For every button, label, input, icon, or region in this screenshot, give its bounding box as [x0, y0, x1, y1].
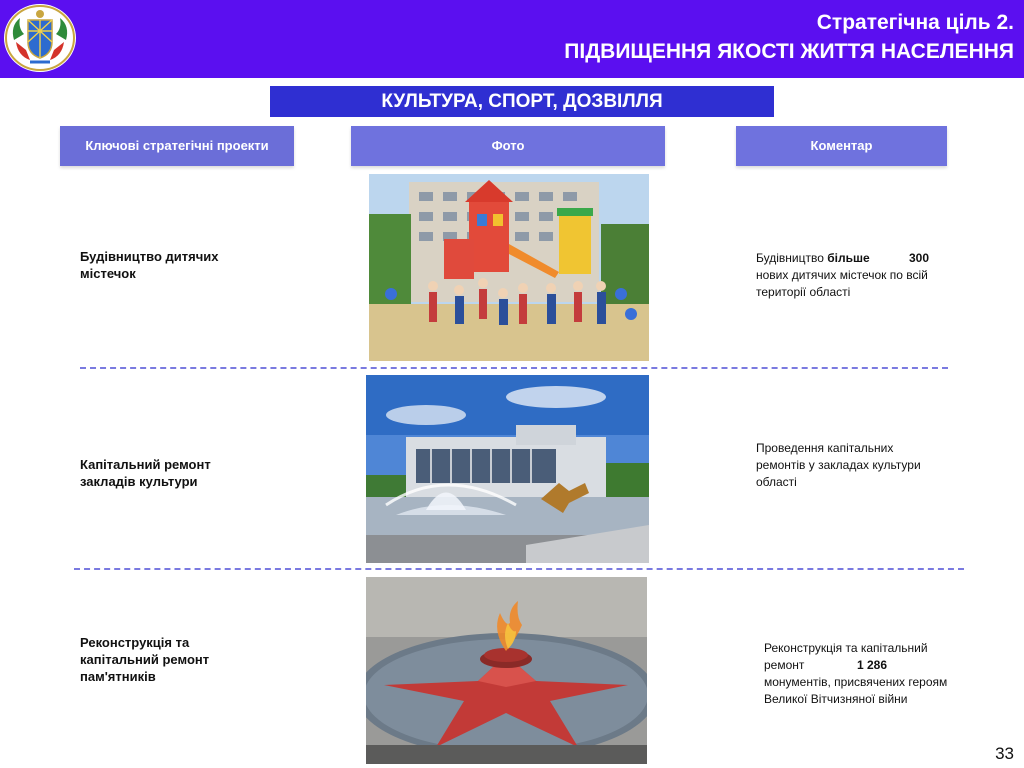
- project-title-line: Будівництво дитячих: [80, 249, 219, 264]
- header-bar: [0, 0, 1024, 78]
- comment-line: Реконструкція та капітальний: [764, 641, 928, 655]
- comment-number: 300: [909, 251, 930, 265]
- project-title-line: капітальний ремонт: [80, 652, 210, 667]
- project-title-monuments: [80, 634, 260, 685]
- row-divider: [74, 568, 964, 570]
- header-title-line2: ПІДВИЩЕННЯ ЯКОСТІ ЖИТТЯ НАСЕЛЕННЯ: [564, 40, 1014, 63]
- comment-line: області: [756, 475, 797, 489]
- comment-playgrounds: [756, 250, 936, 301]
- project-title-playgrounds: [80, 248, 260, 282]
- project-title-culture: [80, 456, 260, 490]
- row-divider: [80, 367, 948, 369]
- comment-emphasis: більше: [827, 251, 870, 265]
- header-title-line1: Стратегічна ціль 2.: [816, 11, 1014, 34]
- photo-eternal-flame: [366, 577, 647, 764]
- comment-line: Великої Вітчизняної війни: [764, 692, 908, 706]
- comment-line: [764, 657, 954, 674]
- section-title: КУЛЬТУРА, СПОРТ, ДОЗВІЛЛЯ: [270, 86, 774, 117]
- project-title-line: Реконструкція та: [80, 635, 190, 650]
- project-title-line: закладів культури: [80, 474, 198, 489]
- region-emblem: [4, 4, 76, 72]
- comment-line: території області: [756, 285, 851, 299]
- comment-culture: [756, 440, 936, 491]
- project-title-line: Капітальний ремонт: [80, 457, 211, 472]
- comment-line: [756, 250, 936, 267]
- column-header-projects: Ключові стратегічні проекти: [60, 126, 294, 166]
- comment-monuments: [764, 640, 954, 708]
- comment-line: ремонтів у закладах культури: [756, 458, 921, 472]
- column-header-photo: Фото: [351, 126, 665, 166]
- comment-number: 1 286: [857, 658, 888, 672]
- coat-of-arms-icon: [4, 4, 76, 72]
- project-title-line: пам'ятників: [80, 669, 156, 684]
- photo-playground: [369, 174, 649, 361]
- comment-line: нових дитячих містечок по всій: [756, 268, 928, 282]
- photo-culture-building: [366, 375, 649, 563]
- column-header-comment: Коментар: [736, 126, 947, 166]
- page-number: 33: [995, 744, 1014, 763]
- project-title-line: містечок: [80, 266, 136, 281]
- comment-line: Проведення капітальних: [756, 441, 894, 455]
- comment-line: монументів, присвячених героям: [764, 675, 948, 689]
- comment-text: Будівництво: [756, 251, 828, 265]
- comment-text: ремонт: [764, 658, 805, 672]
